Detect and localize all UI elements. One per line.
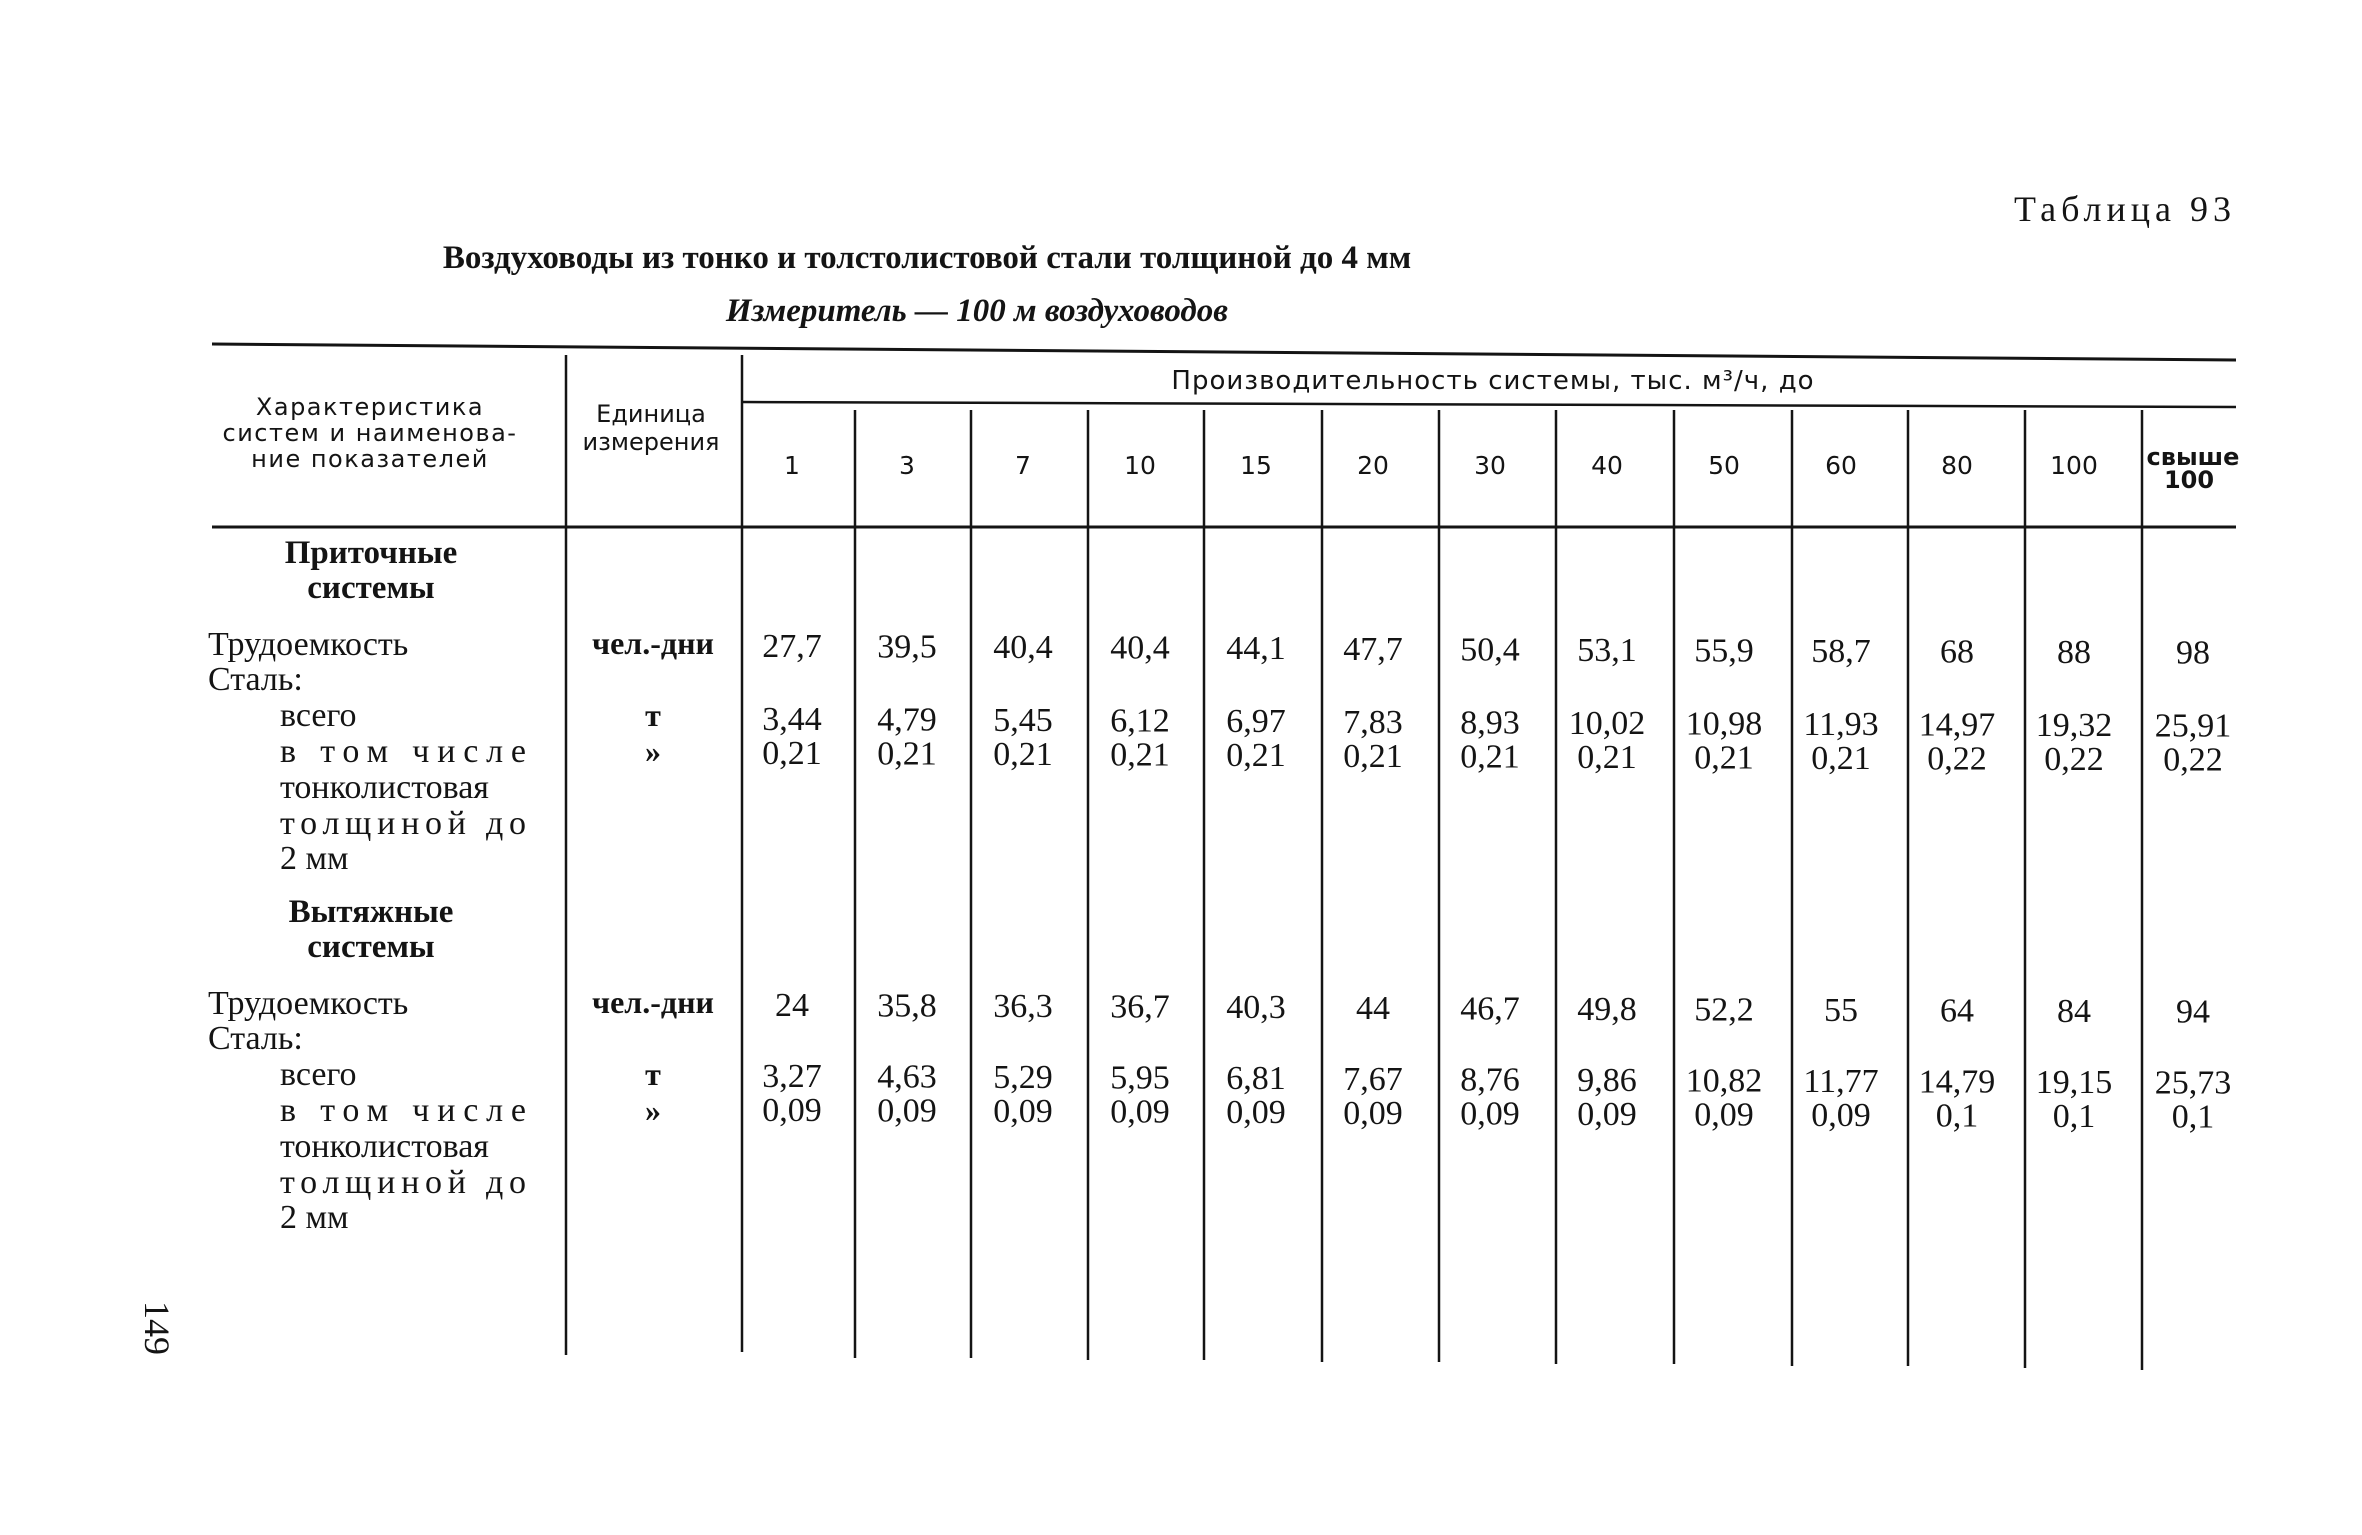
column-header: 60 xyxy=(1825,451,1857,480)
column-header: 30 xyxy=(1474,451,1506,480)
table-cell: 7,67 xyxy=(1343,1060,1403,1098)
row-label-incl: в том числе xyxy=(280,1092,526,1129)
table-cell: 68 xyxy=(1940,633,1974,671)
table-cell: 0,1 xyxy=(2052,1098,2096,1136)
column-header: 15 xyxy=(1240,451,1272,480)
table-cell: 40,4 xyxy=(993,629,1053,667)
table-cell: 7,83 xyxy=(1343,703,1403,741)
table-cell: 11,77 xyxy=(1803,1062,1879,1100)
table-cell: 0,21 xyxy=(1811,739,1871,777)
table-cell: 0,1 xyxy=(2171,1098,2215,1136)
header-unit-line: измерения xyxy=(582,428,720,456)
column-headers xyxy=(784,443,2239,494)
table-cell: 64 xyxy=(1940,992,1974,1030)
table-cell: 10,02 xyxy=(1568,704,1646,742)
table-cell: 47,7 xyxy=(1343,630,1403,668)
column-header: 40 xyxy=(1591,451,1623,480)
table-cells xyxy=(762,628,2231,1136)
header-characteristic-line: Характеристика xyxy=(255,393,485,421)
table-cell: 98 xyxy=(2176,634,2210,672)
header-unit-line: Единица xyxy=(596,400,706,428)
table-cell: 94 xyxy=(2176,993,2210,1031)
column-header: 10 xyxy=(1124,451,1156,480)
table-cell: 0,09 xyxy=(1811,1096,1871,1134)
table-cell: 0,21 xyxy=(762,735,822,772)
table-cell: 0,22 xyxy=(1927,740,1987,778)
row-label-labor: Трудоемкость xyxy=(208,985,409,1022)
table-cell: 4,79 xyxy=(877,701,937,739)
row-label-steel: Сталь: xyxy=(208,661,303,698)
table-cell: 0,1 xyxy=(1935,1097,1979,1135)
table-cell: 46,7 xyxy=(1460,990,1520,1028)
row-label-incl: 2 мм xyxy=(280,840,349,877)
table-cell: 0,09 xyxy=(993,1093,1053,1131)
table-cell: 19,32 xyxy=(2035,707,2113,745)
row-label-steel: Сталь: xyxy=(208,1020,303,1057)
column-dividers xyxy=(566,355,2142,1370)
column-header: 100 xyxy=(2050,451,2098,480)
table-cell: 5,95 xyxy=(1110,1059,1170,1097)
table-cell: 0,09 xyxy=(1460,1095,1520,1133)
unit-labor: чел.-дни xyxy=(592,625,714,661)
header-capacity-group: Производительность системы, тыс. м³/ч, до xyxy=(1171,366,1815,396)
column-header: 7 xyxy=(1015,451,1031,480)
row-label-incl: в том числе xyxy=(280,733,526,770)
table-cell: 5,29 xyxy=(993,1059,1053,1097)
table-cell: 0,22 xyxy=(2044,741,2104,779)
table-number: Таблица 93 xyxy=(2014,189,2236,229)
page-number: 149 xyxy=(137,1301,177,1355)
table-title: Воздуховоды из тонко и толстолистовой стали толщиной до 4 мм xyxy=(442,240,1412,276)
table-cell: 0,09 xyxy=(1343,1094,1403,1132)
column-header: 1 xyxy=(784,451,800,480)
table-cell: 24 xyxy=(775,987,809,1024)
row-labels xyxy=(208,535,714,1236)
table-cell: 4,63 xyxy=(877,1058,937,1096)
table-cell: 0,22 xyxy=(2163,741,2223,779)
column-header: свыше xyxy=(2146,443,2240,471)
table-cell: 88 xyxy=(2057,634,2091,672)
row-label-incl: тонколистовая xyxy=(280,769,489,806)
table-cell: 0,21 xyxy=(993,736,1053,774)
header-characteristic-line: ние показателей xyxy=(251,445,489,473)
table-cell: 5,45 xyxy=(993,702,1053,740)
header-characteristic xyxy=(223,393,518,473)
table-cell: 0,09 xyxy=(1577,1095,1637,1133)
section-heading: Вытяжные xyxy=(288,894,454,930)
table-cell: 0,21 xyxy=(1460,738,1520,776)
table-cell: 0,21 xyxy=(1577,738,1637,776)
row-label-incl: толщиной до xyxy=(280,1164,526,1201)
row-label-labor: Трудоемкость xyxy=(208,626,409,663)
section-heading: Приточные xyxy=(284,535,458,571)
unit-incl: » xyxy=(645,733,661,769)
section-heading: системы xyxy=(307,570,435,606)
table-cell: 35,8 xyxy=(877,987,937,1025)
unit-incl: » xyxy=(645,1092,661,1128)
table-cell: 11,93 xyxy=(1803,705,1879,743)
table-cell: 55 xyxy=(1824,991,1858,1029)
table-cell: 9,86 xyxy=(1577,1061,1637,1099)
table-cell: 0,09 xyxy=(1226,1094,1286,1132)
table-cell: 0,21 xyxy=(1694,739,1754,777)
table-cell: 0,21 xyxy=(1226,737,1286,775)
table-cell: 40,4 xyxy=(1110,629,1170,667)
column-header: 20 xyxy=(1357,451,1389,480)
table-cell: 0,09 xyxy=(877,1092,937,1130)
table-cell: 0,21 xyxy=(1110,736,1170,774)
table-cell: 3,44 xyxy=(762,701,822,738)
table-cell: 50,4 xyxy=(1460,631,1520,669)
table-cell: 14,97 xyxy=(1918,706,1996,744)
table-cell: 52,2 xyxy=(1694,991,1754,1029)
unit-total: т xyxy=(645,697,661,733)
unit-labor: чел.-дни xyxy=(592,984,714,1020)
table-cell: 3,27 xyxy=(762,1058,822,1095)
table-cell: 6,12 xyxy=(1110,702,1170,740)
header-unit xyxy=(583,400,720,456)
table-cell: 49,8 xyxy=(1577,990,1637,1028)
table-subtitle: Измеритель — 100 м воздуховодов xyxy=(725,293,1228,329)
table-cell: 55,9 xyxy=(1694,632,1754,670)
table-cell: 25,73 xyxy=(2154,1064,2232,1102)
table-cell: 0,09 xyxy=(1694,1096,1754,1134)
section-heading: системы xyxy=(307,929,435,965)
table-cell: 53,1 xyxy=(1577,631,1637,669)
table-cell: 14,79 xyxy=(1918,1063,1996,1101)
column-header: 3 xyxy=(899,451,915,480)
row-label-total: всего xyxy=(280,1056,357,1093)
header-characteristic-line: систем и наименова- xyxy=(222,419,518,447)
table-cell: 58,7 xyxy=(1811,632,1871,670)
table-cell: 0,09 xyxy=(762,1092,822,1129)
table-cell: 40,3 xyxy=(1226,989,1286,1027)
row-label-incl: 2 мм xyxy=(280,1199,349,1236)
column-header: 100 xyxy=(2163,466,2215,494)
table-cell: 25,91 xyxy=(2154,707,2232,745)
table-cell: 84 xyxy=(2057,993,2091,1031)
table-cell: 36,7 xyxy=(1110,988,1170,1026)
table-cell: 0,21 xyxy=(877,735,937,773)
column-header: 50 xyxy=(1708,451,1740,480)
table-cell: 8,93 xyxy=(1460,704,1520,742)
table-cell: 36,3 xyxy=(993,988,1053,1026)
table-cell: 44 xyxy=(1356,989,1390,1027)
table-cell: 0,21 xyxy=(1343,737,1403,775)
table-cell: 10,98 xyxy=(1685,705,1763,743)
table-cell: 0,09 xyxy=(1110,1093,1170,1131)
row-label-incl: тонколистовая xyxy=(280,1128,489,1165)
table-cell: 6,97 xyxy=(1226,703,1286,741)
table-cell: 27,7 xyxy=(762,628,822,665)
table-cell: 10,82 xyxy=(1685,1062,1763,1100)
table-cell: 6,81 xyxy=(1226,1060,1286,1098)
table-cell: 19,15 xyxy=(2035,1064,2113,1102)
column-header: 80 xyxy=(1941,451,1973,480)
table-cell: 39,5 xyxy=(877,628,937,666)
table-cell: 8,76 xyxy=(1460,1061,1520,1099)
row-label-incl: толщиной до xyxy=(280,805,526,842)
row-label-total: всего xyxy=(280,697,357,734)
table-cell: 44,1 xyxy=(1226,630,1286,668)
unit-total: т xyxy=(645,1056,661,1092)
